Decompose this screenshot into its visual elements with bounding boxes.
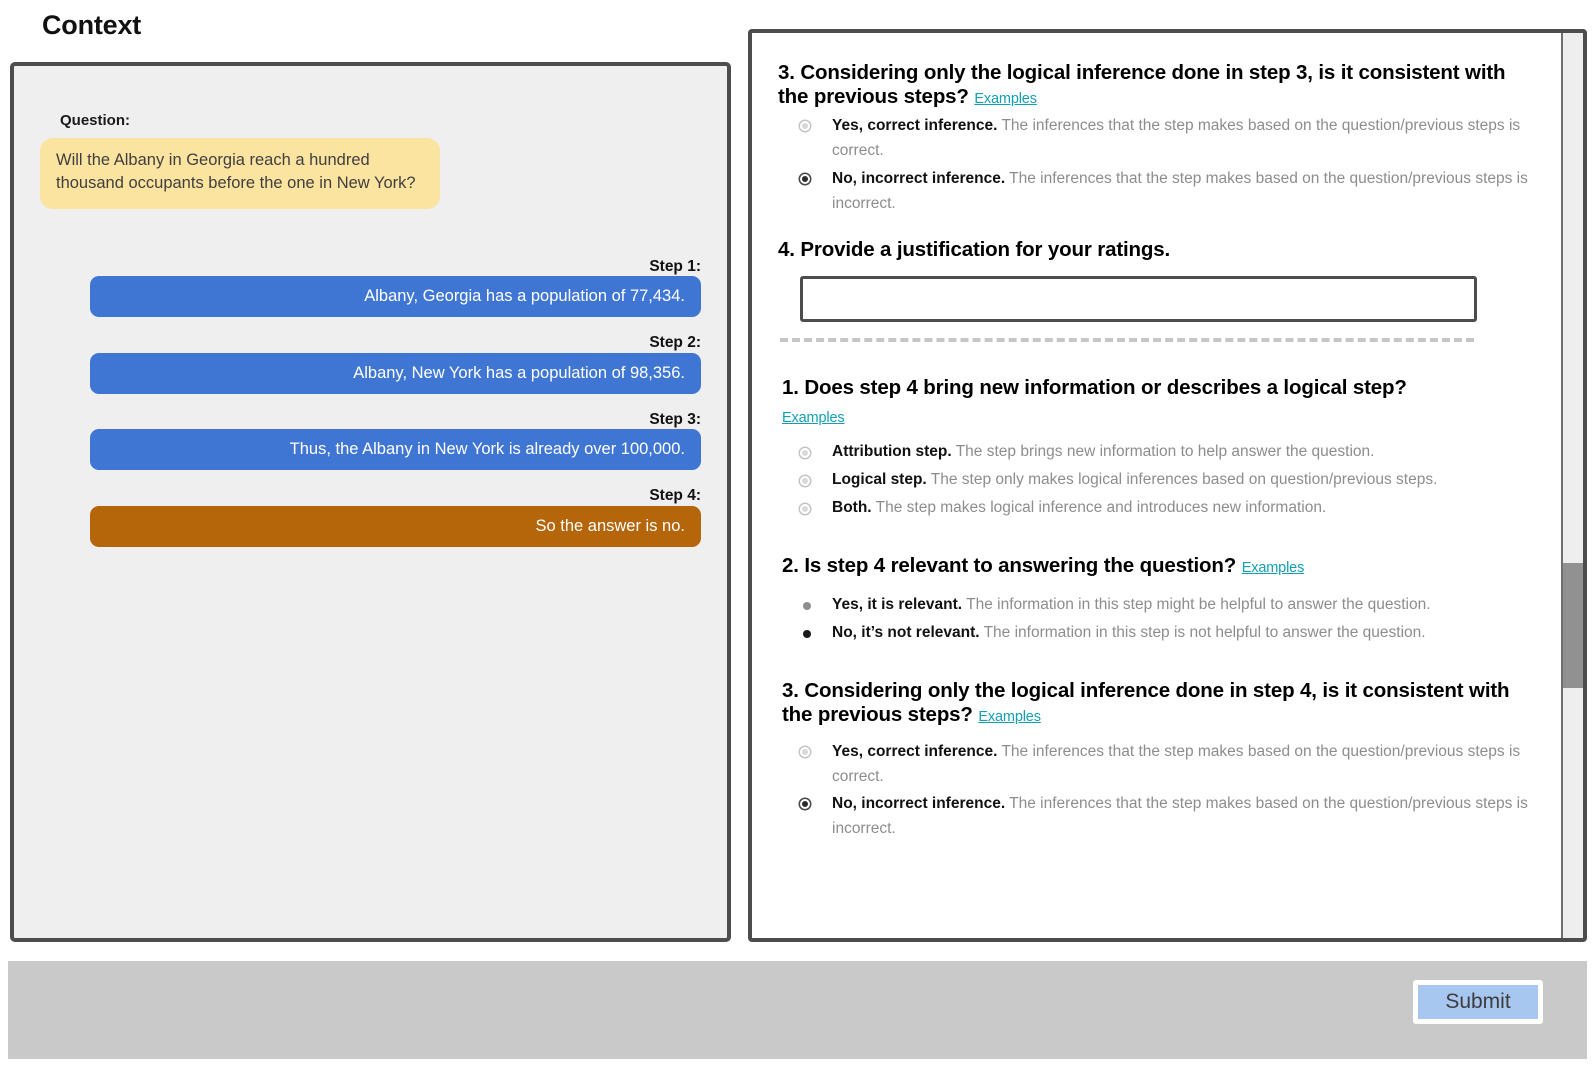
- justification-input[interactable]: [800, 276, 1477, 322]
- option-list: [778, 739, 1535, 841]
- option-item[interactable]: [778, 113, 1535, 163]
- option-label: No, it’s not relevant.: [832, 623, 980, 641]
- option-item[interactable]: [778, 621, 1535, 645]
- option-label: Attribution step.: [832, 443, 952, 461]
- question-heading-text: 3. Considering only the logical inference done in step 4, is it consistent with the previous steps?: [782, 678, 1510, 726]
- examples-link[interactable]: Examples: [974, 91, 1037, 108]
- option-description: The information in this step is not helpful to answer the question.: [979, 623, 1426, 641]
- option-description: The step only makes logical inferences based on question/previous steps.: [926, 471, 1438, 489]
- question-block-justification: [778, 238, 1535, 322]
- question-block-3: [778, 679, 1535, 842]
- option-item[interactable]: [778, 791, 1535, 841]
- radio-unselected-icon[interactable]: [800, 747, 810, 757]
- option-item[interactable]: [778, 440, 1535, 464]
- footer-bar: [8, 961, 1587, 1059]
- question-3-heading: [778, 679, 1535, 727]
- examples-link[interactable]: Examples: [978, 708, 1041, 725]
- radio-unselected-icon[interactable]: [800, 476, 810, 486]
- radio-selected-icon[interactable]: [803, 630, 811, 638]
- option-label: Yes, correct inference.: [832, 117, 998, 135]
- option-label: No, incorrect inference.: [832, 169, 1006, 187]
- context-panel: [10, 62, 731, 942]
- step-label: Step 3:: [649, 411, 701, 428]
- scrollbar-track[interactable]: [1561, 33, 1583, 938]
- question-block-1: [778, 376, 1535, 520]
- step-bubble: Albany, New York has a population of 98,356.: [90, 353, 701, 394]
- option-label: Logical step.: [832, 471, 927, 489]
- task-content: [752, 33, 1557, 938]
- question-1-examples-wrap: [778, 404, 1535, 428]
- option-description: The step brings new information to help answer the question.: [951, 443, 1375, 461]
- option-item[interactable]: [778, 166, 1535, 216]
- option-label: No, incorrect inference.: [832, 795, 1006, 813]
- question-heading-text: 3. Considering only the logical inference done in step 3, is it consistent with the previous steps?: [778, 61, 1506, 109]
- step-label: Step 1:: [649, 258, 701, 275]
- task-panel: [748, 29, 1587, 942]
- option-description: The inferences that the step makes based on the question/previous steps is correct.: [832, 117, 1521, 160]
- radio-unselected-icon[interactable]: [800, 504, 810, 514]
- examples-link[interactable]: Examples: [782, 410, 845, 427]
- option-list: [778, 440, 1535, 520]
- justification-heading: 4. Provide a justification for your ratings.: [778, 237, 1171, 261]
- option-description: The inferences that the step makes based on the question/previous steps is incorrect.: [832, 169, 1528, 212]
- question-block-step3-inference: [778, 61, 1535, 216]
- option-list: [778, 113, 1535, 215]
- option-label: Yes, correct inference.: [832, 743, 998, 761]
- option-description: The step makes logical inference and introduces new information.: [871, 499, 1327, 517]
- question-heading: [778, 61, 1535, 109]
- option-item[interactable]: [778, 496, 1535, 520]
- option-list: [778, 593, 1535, 645]
- question-block-2: [778, 554, 1535, 644]
- step-label: Step 2:: [649, 334, 701, 351]
- radio-selected-icon[interactable]: [800, 174, 810, 184]
- radio-unselected-icon[interactable]: [803, 602, 811, 610]
- step-bubble: So the answer is no.: [90, 506, 701, 547]
- section-divider: [780, 338, 1474, 342]
- question-label: Question:: [60, 112, 130, 129]
- examples-link[interactable]: Examples: [1241, 560, 1305, 577]
- question-bubble: Will the Albany in Georgia reach a hundred thousand occupants before the one in New York?: [40, 138, 440, 209]
- submit-button[interactable]: Submit: [1413, 980, 1543, 1024]
- radio-selected-icon[interactable]: [800, 799, 810, 809]
- question-2-heading: [778, 554, 1535, 578]
- step-label: Step 4:: [649, 487, 701, 504]
- question-1-heading: 1. Does step 4 bring new information or describes a logical step?: [782, 376, 1407, 399]
- page-title: Context: [42, 10, 142, 40]
- option-label: Both.: [832, 499, 872, 517]
- option-description: The inferences that the step makes based on the question/previous steps is correct.: [832, 743, 1521, 786]
- option-label: Yes, it is relevant.: [832, 595, 963, 613]
- scrollbar-thumb[interactable]: [1563, 563, 1583, 688]
- option-description: The inferences that the step makes based on the question/previous steps is incorrect.: [832, 795, 1528, 838]
- radio-unselected-icon[interactable]: [800, 121, 810, 131]
- option-description: The information in this step might be helpful to answer the question.: [962, 595, 1431, 613]
- option-item[interactable]: [778, 739, 1535, 789]
- step-bubble: Thus, the Albany in New York is already over 100,000.: [90, 429, 701, 470]
- option-item[interactable]: [778, 593, 1535, 617]
- radio-unselected-icon[interactable]: [800, 448, 810, 458]
- question-heading-text: 2. Is step 4 relevant to answering the question?: [782, 554, 1237, 578]
- option-item[interactable]: [778, 468, 1535, 492]
- step-bubble: Albany, Georgia has a population of 77,434.: [90, 276, 701, 317]
